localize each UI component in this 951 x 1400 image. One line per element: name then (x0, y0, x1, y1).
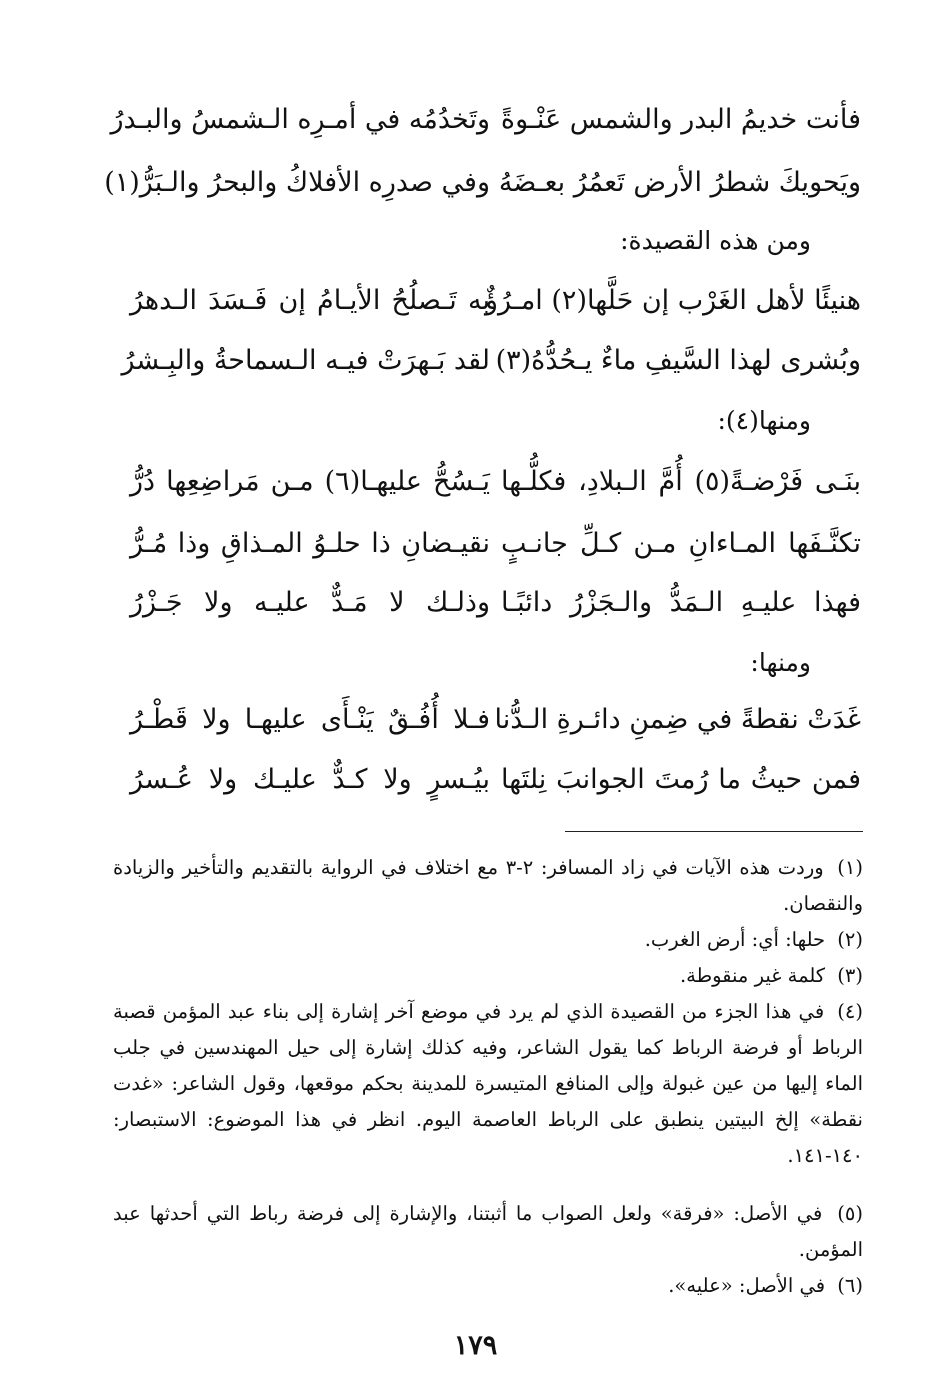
footnote (113, 994, 863, 1174)
verse-second-hemistich: بيُـسرٍ ولا كـدٌّ عليـك ولا عُـسرُ (130, 764, 490, 795)
verse-first-hemistich: هنيئًا لأهل الغَرْب إن حَلَّها(٢) امـرُؤٌ (484, 285, 861, 316)
footnote-number: (٣) (837, 964, 863, 987)
footnote (113, 1268, 863, 1304)
footnote (113, 922, 863, 958)
verse-first-hemistich: وبُشرى لهذا السَّيفِ ماءٌ يـحُدُّهُ(٣) (495, 345, 861, 376)
verse-first-hemistich: ويَحويكَ شطرُ الأرض تَعمُرُ بعـضَهُ (498, 167, 861, 198)
footnotes (113, 850, 863, 1304)
verse-line (80, 750, 861, 810)
verse-second-hemistich: به تَـصلُحُ الأيـامُ إن فَـسَدَ الـدهرُ (130, 285, 490, 316)
verse-second-hemistich: لقد بَـهرَتْ فيـه الـسماحةُ والبِـشرُ (121, 345, 490, 376)
verse-first-hemistich: فأنت خديمُ البدر والشمس عَنْـوةً (500, 104, 861, 135)
verse-second-hemistich: فـلا أُفُـقٌ يَنْـأَى عليهـا ولا قَطْـرُ (130, 704, 490, 735)
verse-line (80, 690, 861, 750)
footnote-number: (٥) (837, 1202, 863, 1225)
verse-first-hemistich: فمن حيثُ ما رُمتَ الجوانبَ نِلتَها (501, 764, 861, 795)
verse-line (80, 90, 861, 150)
verse-second-hemistich: نقيـضانِ ذا حلـوُ المـذاقِ وذا مُـرُّ (130, 528, 490, 559)
verse-second-hemistich: وذلـك لا مَـدٌّ عليـه ولا جَـزْرُ (130, 587, 490, 618)
verse-first-hemistich: بنَـى فَرْضـةً(٥) أُمَّ الـبلادِ، فكلُّـها (501, 466, 861, 497)
footnote-number: (٢) (837, 928, 863, 951)
verse-line (80, 153, 861, 213)
footnote-text: في هذا الجزء من القصيدة الذي لم يرد في موضع آخر إشارة إلى بناء عبد المؤمن قصبة الرباط أو فرضة الرباط كما يقول الشاعر، وفيه كذلك إشارة إلى حيل المهندسين في جلب الماء إليها من عين غبولة وإلى المنافع المتيسرة للمدينة بحكم موقعها، وقول الشاعر: «غدت نقطة» إلخ البيتين ينطبق على الرباط العاصمة اليوم. انظر في هذا الموضوع: الاستبصار: ١٤٠-١٤١. (113, 1000, 863, 1167)
section-intro: ومنها(٤): (717, 406, 811, 435)
verse-first-hemistich: غَدَتْ نقطةً في ضِمنِ دائـرةِ الـدُّنا (494, 704, 861, 735)
verse-line (80, 452, 861, 512)
page-number: ١٧٩ (453, 1330, 498, 1361)
footnote-text: في الأصل: «عليه». (668, 1274, 826, 1297)
verse-line (80, 514, 861, 574)
verse-line (80, 573, 861, 633)
verse-second-hemistich: وتَخدُمُه في أمـرِه الـشمسُ والبـدرُ (110, 104, 490, 135)
footnote (113, 958, 863, 994)
verse-first-hemistich: فهذا عليـهِ الـمَدُّ والـجَزْرُ دائبًـا (501, 587, 861, 618)
footnote-separator (565, 831, 863, 832)
section-intro: ومن هذه القصيدة: (620, 226, 811, 255)
footnote (113, 1196, 863, 1268)
verse-second-hemistich: يَـسُحُّ عليهـا(٦) مـن مَراضِعِها دُرُّ (130, 466, 490, 497)
footnote-text: كلمة غير منقوطة. (679, 964, 826, 987)
footnote-text: في الأصل: «فرقة» ولعل الصواب ما أثبتنا، والإشارة إلى فرضة رباط التي أحدثها عبد المؤمن. (113, 1202, 863, 1261)
footnote-text: وردت هذه الآيات في زاد المسافر: ٢-٣ مع اختلاف في الرواية بالتقديم والتأخير والزيادة والنقصان. (113, 856, 863, 915)
footnote (113, 850, 863, 922)
verse-line (80, 271, 861, 331)
verse-line (80, 331, 861, 391)
footnote-number: (٤) (837, 1000, 863, 1023)
footnote-number: (١) (837, 856, 863, 879)
section-intro: ومنها: (750, 648, 811, 677)
footnote-text: حلها: أي: أرض الغرب. (644, 928, 826, 951)
verse-second-hemistich: وفي صدرِه الأفلاكُ والبحرُ والـبَرُّ(١) (104, 167, 490, 198)
footnote-number: (٦) (837, 1274, 863, 1297)
verse-first-hemistich: تكنَّـفَها المـاءانِ مـن كـلِّ جانـبٍ (501, 528, 861, 559)
